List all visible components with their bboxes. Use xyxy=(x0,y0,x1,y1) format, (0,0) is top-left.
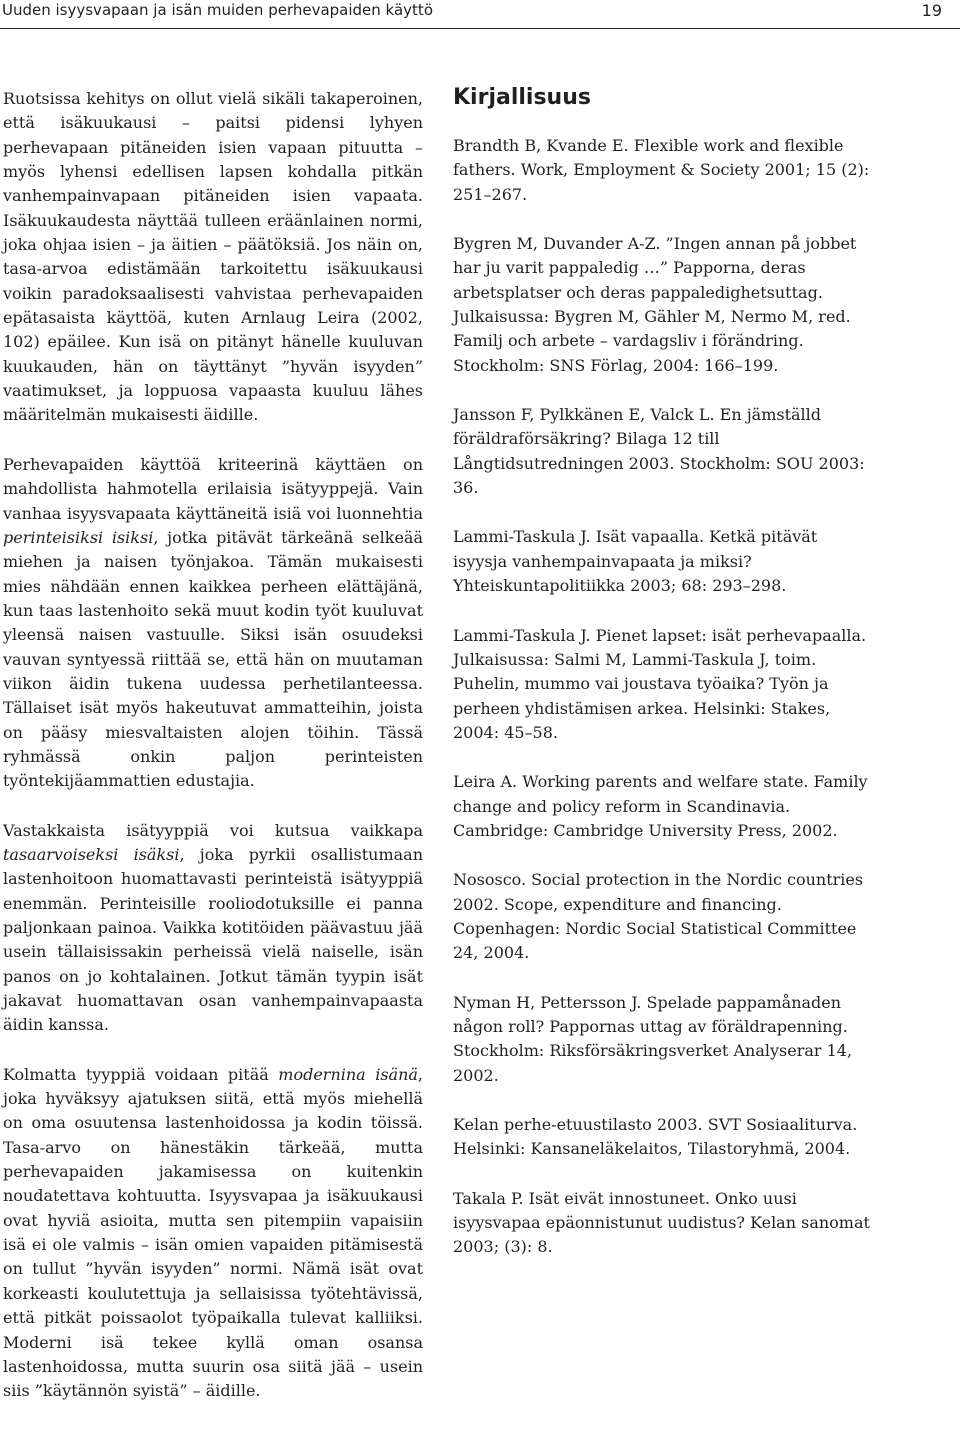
reference-entry: Brandth B, Kvande E. Flexible work and flexible fathers. Work, Employment & Society 2001; 15 (2): 251–267. xyxy=(453,136,870,204)
references-heading: Kirjallisuus xyxy=(453,85,591,110)
paragraph-text: Perhevapaiden käyttöä kriteerinä käyttäen on mahdollista hahmotella erilaisia isätyyppejä. Vain vanhaa isyysvapaata käyttäneitä isiä voi luonnehtia xyxy=(3,454,423,523)
paragraph-text: Ruotsissa kehitys on ollut vielä sikäli takaperoinen, että isäkuukausi – paitsi pidensi lyhyen perhevapaan pitäneiden isien vapaan pituutta – myös lyhensi edellisen lapsen kohdalla pitkän vanhempainvapaan pitäneiden isien vapaata. Isäkuukaudesta näyttää tulleen eräänlainen normi, joka ohjaa isien – ja äitien – päätöksiä. Jos näin on, tasa-arvoa edistämään tarkoitettu isäkuukausi voikin paradoksaalisesti vahvistaa perhevapaiden epätasaista käyttöä, kuten Arnlaug Leira (2002, 102) epäilee. Kun isä on pitänyt hänelle kuuluvan kuukauden, hän on täyttänyt ”hyvän isyyden” vaatimukset, ja loppuosa vapaasta kuuluu lähes määritelmän mukaisesti äidille. xyxy=(3,89,423,425)
paragraph-text: , joka pyrkii osallistumaan lastenhoitoon huomattavasti perinteistä isätyyppiä enemmän. Perinteisille rooliodotuksille ei panna paljonkaan painoa. Vaikka kotitöiden päävastuu jää usein tällaisissakin perheissä vielä naiselle, isän panos on jo kohtalainen. Jotkut tämän tyypin isät jakavat huomattavan osan vanhempainvapaasta äidin kanssa. xyxy=(3,844,424,1035)
reference-entry: Lammi-Taskula J. Pienet lapset: isät perhevapaalla. Julkaisussa: Salmi M, Lammi-Taskula J, toim. Puhelin, mummo vai joustava työaika? Työn ja perheen yhdistämisen arkea. Helsinki: Stakes, 2004: 45–58. xyxy=(453,625,867,742)
reference-entry: Leira A. Working parents and welfare state. Family change and policy reform in Scandinavia. Cambridge: Cambridge University Press, 2002. xyxy=(453,772,868,840)
body-paragraph xyxy=(3,87,423,428)
reference-entry: Bygren M, Duvander A-Z. ”Ingen annan på jobbet har ju varit pappaledig …” Papporna, deras arbetsplatser och deras pappaledighetsuttag. Julkaisussa: Bygren M, Gähler M, Nermo M, red. Familj och arbete – vardagsliv i förändring. Stockholm: SNS Förlag, 2004: 166–199. xyxy=(453,234,857,375)
paragraph-text: , jotka pitävät tärkeänä selkeää miehen ja naisen työnjakoa. Tämän mukaisesti mies nähdään ennen kaikkea perheen elättäjänä, kun taas lastenhoito sekä muut kodin työt kuuluvat yleensä naisen vastuulle. Siksi isän osuudeksi vauvan syntyessä riittää se, että hän on muutaman viikon äidin tukena uudessa perhetilanteessa. Tällaiset isät myös hakeutuvat ammatteihin, joista on pääsy miesvaltaisten alojen töihin. Tässä ryhmässä onkin paljon perinteisten työntekijäammattien edustajia. xyxy=(3,527,424,791)
reference-entry: Nososco. Social protection in the Nordic countries 2002. Scope, expenditure and financing. Copenhagen: Nordic Social Statistical Committee 24, 2004. xyxy=(453,870,864,963)
body-paragraph xyxy=(3,453,423,794)
running-title: Uuden isyysvapaan ja isän muiden perhevapaiden käyttö xyxy=(2,1,433,19)
page-number: 19 xyxy=(921,1,942,20)
paragraph-text: Kolmatta tyyppiä voidaan pitää xyxy=(3,1064,279,1084)
paragraph-text: , joka hyväksyy ajatuksen siitä, että myös miehellä on oma osuutensa lastenhoidossa ja kodin töissä. Tasa-arvo on hänestäkin tärkeää, mutta perhevapaiden jakamisessa on kuitenkin noudatettava kohtuutta. Isyysvapaa ja isäkuukausi ovat hyviä asioita, mutta sen pitempiin vapaisiin isä ei ole valmis – isän omien vapaiden pitämisestä on tullut ”hyvän isyyden” normi. Nämä isät ovat korkeasti koulutettuja ja sellaisissa työtehtävissä, että pitkät poissaolot työpaikalla tulevat kalliiksi. Moderni isä tekee kyllä oman osansa lastenhoidossa, mutta suurin osa siitä jää – usein siis ”käytännön syistä” – äidille. xyxy=(3,1064,424,1401)
italic-term: perinteisiksi isiksi xyxy=(3,527,154,547)
references-column xyxy=(453,84,873,1285)
reference-entry: Takala P. Isät eivät innostuneet. Onko uusi isyysvapaa epäonnistunut uudistus? Kelan sanomat 2003; (3): 8. xyxy=(453,1188,870,1257)
body-text-column xyxy=(3,87,423,1429)
body-paragraph xyxy=(3,1063,423,1404)
reference-entry: Lammi-Taskula J. Isät vapaalla. Ketkä pitävät isyysja vanhempainvapaata ja miksi? Yhteiskuntapolitiikka 2003; 68: 293–298. xyxy=(453,527,818,596)
body-paragraph xyxy=(3,819,423,1038)
italic-term: tasaarvoiseksi isäksi xyxy=(3,844,180,864)
reference-entry: Kelan perhe-etuustilasto 2003. SVT Sosiaaliturva. Helsinki: Kansaneläkelaitos, Tilastoryhmä, 2004. xyxy=(453,1115,858,1159)
running-header xyxy=(0,0,960,29)
reference-entry: Jansson F, Pylkkänen E, Valck L. En jämställd föräldraförsäkring? Bilaga 12 till Långtidsutredningen 2003. Stockholm: SOU 2003: 36. xyxy=(453,405,865,498)
reference-entry: Nyman H, Pettersson J. Spelade pappamånaden någon roll? Pappornas uttag av föräldrapenning. Stockholm: Riksförsäkringsverket Analyserar 14, 2002. xyxy=(453,992,853,1085)
italic-term: modernina isänä xyxy=(278,1064,418,1084)
paragraph-text: Vastakkaista isätyyppiä voi kutsua vaikkapa xyxy=(3,820,423,840)
